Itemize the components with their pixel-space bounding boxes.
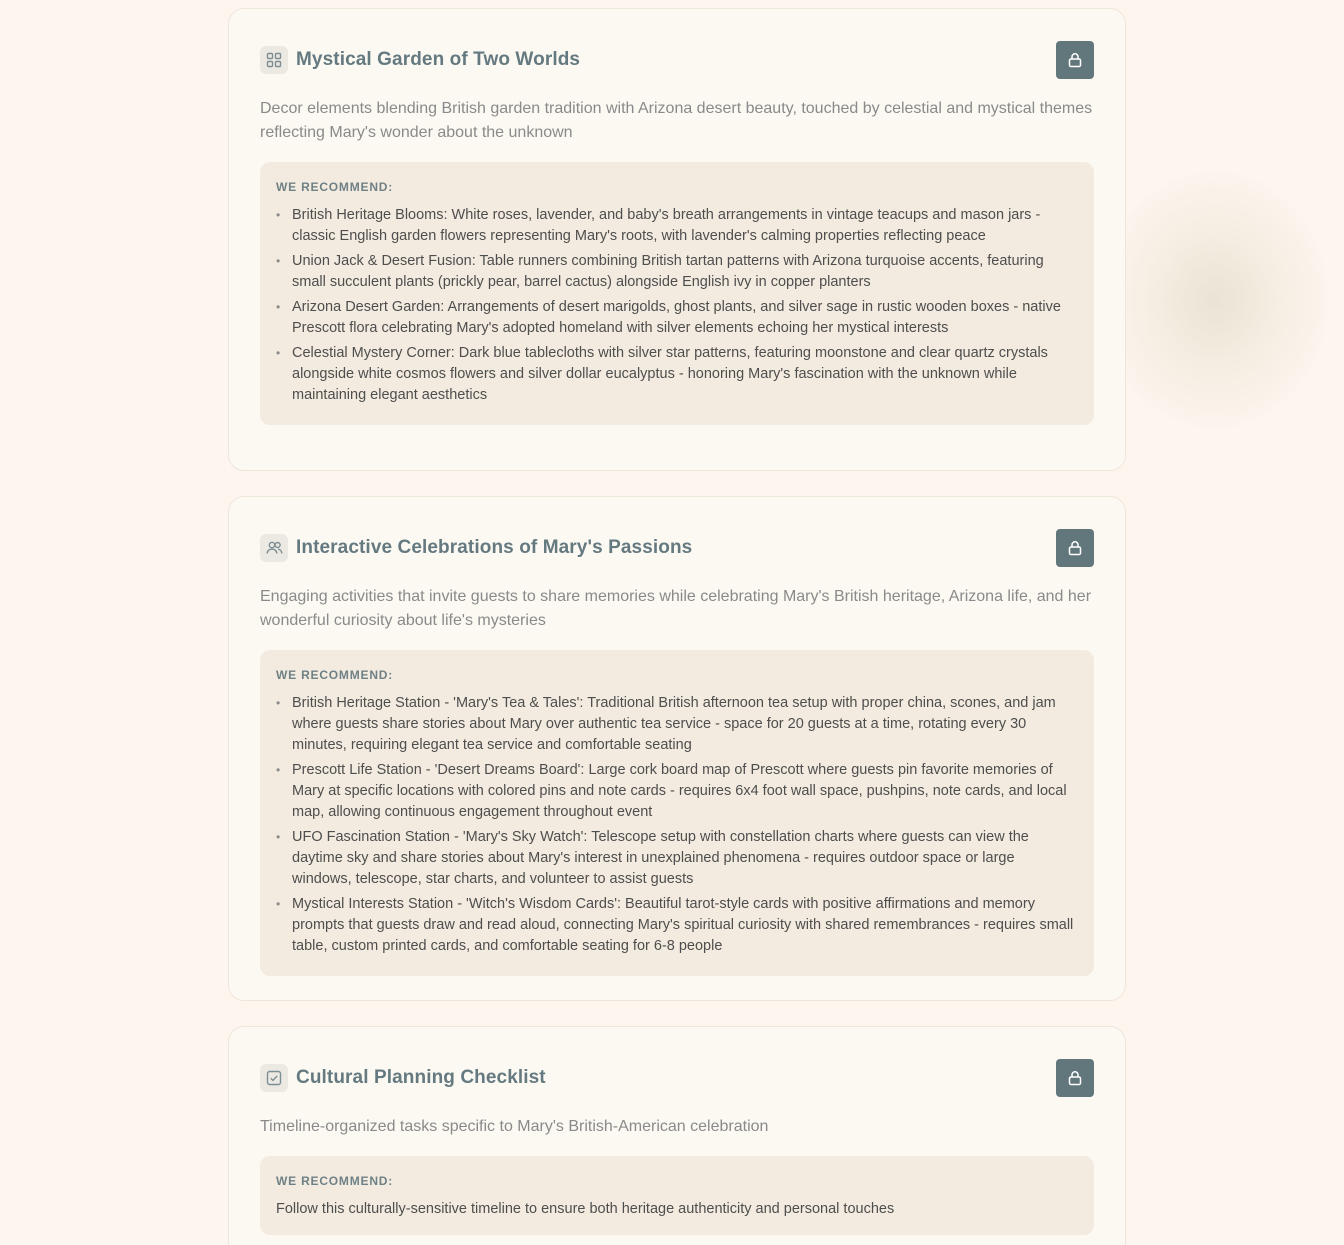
card-mystical-garden	[228, 8, 1126, 471]
list-item: • Mystical Interests Station - 'Witch's Wisdom Cards': Beautiful tarot-style cards with positive affirmations and memory prompts that guests draw and read aloud, connecting Mary's spiritual curiosity with shared remembrances - requires small table, custom printed cards, and comfortable seating for 6-8 people	[276, 894, 1078, 957]
recommend-box	[260, 650, 1094, 976]
card-interactive-celebrations	[228, 496, 1126, 1001]
recommend-label: WE RECOMMEND:	[276, 668, 394, 682]
recommend-text: Follow this culturally-sensitive timeline to ensure both heritage authenticity and personal touches	[276, 1201, 895, 1217]
card-description: Engaging activities that invite guests to share memories while celebrating Mary's British heritage, Arizona life, and her wonderful curiosity about life's mysteries	[260, 588, 1092, 629]
lock-icon	[1067, 540, 1083, 556]
list-item: • British Heritage Station - 'Mary's Tea & Tales': Traditional British afternoon tea setup with proper china, scones, and jam where guests share stories about Mary over authentic tea service - space for 20 guests at a time, rotating every 30 minutes, requiring elegant tea service and comfortable seating	[276, 693, 1078, 756]
card-header	[260, 41, 1094, 79]
users-icon	[260, 534, 288, 562]
lock-button[interactable]	[1056, 529, 1094, 567]
lock-icon	[1067, 52, 1083, 68]
card-title: Cultural Planning Checklist	[296, 1067, 546, 1088]
list-item: • Prescott Life Station - 'Desert Dreams Board': Large cork board map of Prescott where guests pin favorite memories of Mary at specific locations with colored pins and note cards - requires 6x4 foot wall space, pushpins, note cards, and local map, allowing continuous engagement throughout event	[276, 760, 1078, 823]
recommend-box	[260, 162, 1094, 425]
lock-icon	[1067, 1070, 1083, 1086]
recommend-label: WE RECOMMEND:	[276, 1174, 394, 1188]
list-item: • UFO Fascination Station - 'Mary's Sky Watch': Telescope setup with constellation charts where guests can view the daytime sky and share stories about Mary's interest in unexplained phenomena - requires outdoor space or large windows, telescope, star charts, and volunteer to assist guests	[276, 827, 1078, 890]
recommend-label: WE RECOMMEND:	[276, 180, 394, 194]
recommend-list	[276, 205, 1078, 406]
grid-icon	[260, 46, 288, 74]
card-cultural-checklist	[228, 1026, 1126, 1245]
list-item: • British Heritage Blooms: White roses, lavender, and baby's breath arrangements in vintage teacups and mason jars - classic English garden flowers representing Mary's roots, with lavender's calming properties reflecting peace	[276, 205, 1078, 247]
recommend-list	[276, 693, 1078, 957]
title-group	[260, 534, 692, 562]
card-header	[260, 1059, 1094, 1097]
checkbox-icon	[260, 1064, 288, 1092]
card-title: Interactive Celebrations of Mary's Passions	[296, 537, 693, 558]
recommend-box	[260, 1156, 1094, 1235]
card-description: Decor elements blending British garden tradition with Arizona desert beauty, touched by celestial and mystical themes reflecting Mary's wonder about the unknown	[260, 100, 1093, 141]
card-description: Timeline-organized tasks specific to Mary's British-American celebration	[260, 1118, 769, 1135]
lock-button[interactable]	[1056, 1059, 1094, 1097]
list-item: • Arizona Desert Garden: Arrangements of desert marigolds, ghost plants, and silver sage in rustic wooden boxes - native Prescott flora celebrating Mary's adopted homeland with silver elements echoing her mystical interests	[276, 297, 1078, 339]
background-blob	[1100, 170, 1330, 430]
title-group	[260, 1064, 546, 1092]
title-group	[260, 46, 580, 74]
card-header	[260, 529, 1094, 567]
list-item: • Union Jack & Desert Fusion: Table runners combining British tartan patterns with Arizona turquoise accents, featuring small succulent plants (prickly pear, barrel cactus) alongside English ivy in copper planters	[276, 251, 1078, 293]
card-title: Mystical Garden of Two Worlds	[296, 49, 581, 70]
lock-button[interactable]	[1056, 41, 1094, 79]
list-item: • Celestial Mystery Corner: Dark blue tablecloths with silver star patterns, featuring moonstone and clear quartz crystals alongside white cosmos flowers and silver dollar eucalyptus - honoring Mary's fascination with the unknown while maintaining elegant aesthetics	[276, 343, 1078, 406]
